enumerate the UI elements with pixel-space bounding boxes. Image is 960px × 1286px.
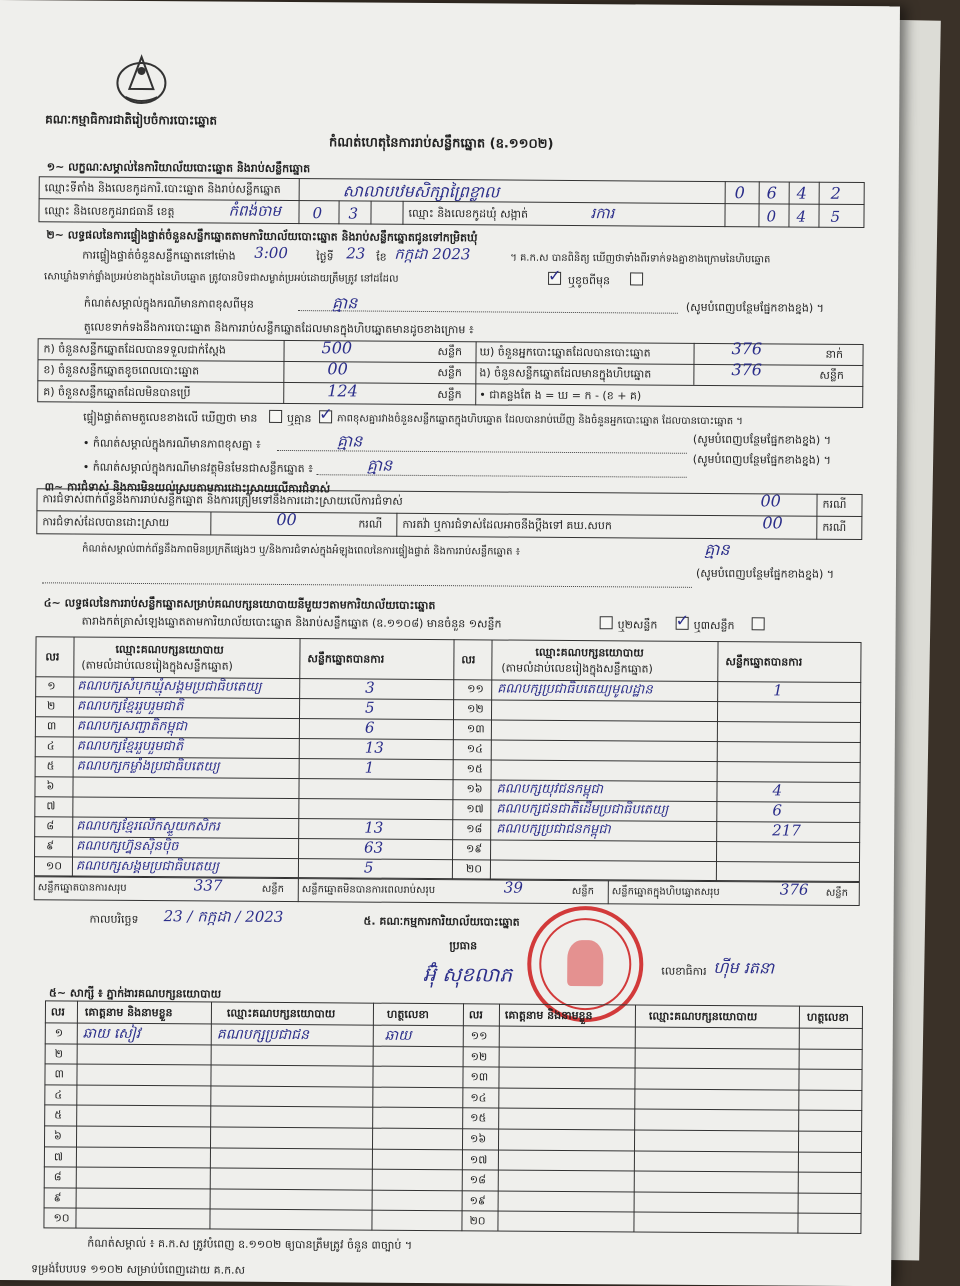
results-row-party: គណបក្សយុវជនកម្ពុជា bbox=[496, 781, 603, 798]
results-row-party: គណបក្សសំបុកឃ្មុំសង្គមប្រជាធិបតេយ្យ bbox=[77, 678, 262, 695]
results-row-votes: 6 bbox=[364, 718, 375, 737]
row-ko-label: គ) ចំនួនសន្លឹកឆ្នោតដែលមិនបានប្រើ bbox=[43, 385, 191, 400]
results-row-no: ១៩ bbox=[466, 842, 483, 856]
one-sheet-checkbox[interactable] bbox=[600, 616, 613, 629]
objections-resolved-unit: ករណី bbox=[358, 517, 383, 531]
results-col-no-right: លរ bbox=[461, 653, 476, 667]
objections-appeal-value: 00 bbox=[762, 513, 783, 533]
witness-row-signature: ឆាយ bbox=[384, 1027, 412, 1044]
difference-note-value: គ្មាន bbox=[331, 293, 358, 313]
section5-heading: ៥~ សាក្សី ៖ ភ្នាក់ងារគណបក្សនយោបាយ bbox=[49, 986, 222, 1001]
witness-row-no: ៨ bbox=[53, 1170, 62, 1184]
results-row-no: ២០ bbox=[465, 862, 483, 876]
objections-appeal: ការតវ៉ា ឬការជំទាស់ដែលអាចនឹងប្តឹងទៅ គឃ.សបក bbox=[402, 517, 612, 533]
results-row-no: ១៧ bbox=[466, 802, 484, 816]
total-invalid-label: សន្លឹកឆ្នោតមិនបានការពេលរាប់សរុប bbox=[301, 884, 436, 897]
row-ka-label: ក) ចំនួនសន្លឹកឆ្នោតដែលបានទទួលជាក់ស្តែង bbox=[43, 342, 226, 357]
witness-row-name: ឆាយ សៀវ bbox=[82, 1025, 141, 1043]
results-row-no: ១២ bbox=[467, 702, 484, 716]
commune-label: ឈ្មោះ និងលេខកូដឃុំ សង្កាត់ bbox=[408, 206, 529, 221]
verify-line1-tail: ។ គ.ក.ស បានពិនិត្យ ឃើញថាទាំងពីរទាក់ទងគ្នាខាងក្រោមនៃហិបឆ្នោត bbox=[510, 252, 771, 266]
results-row-party: គណបក្សខ្មែររួបរួមជាតិ bbox=[76, 738, 184, 755]
location-label: ឈ្មោះទីតាំង និងលេខកូដការិ.បោះឆ្នោត និងរាប់សន្លឹកឆ្នោត bbox=[44, 181, 281, 196]
results-row-no: ១០ bbox=[45, 859, 63, 873]
province-label: ឈ្មោះ និងលេខកូដរាជធានី ខេត្ត bbox=[44, 204, 175, 219]
bullet2-value: គ្មាន bbox=[366, 455, 393, 475]
objections-resolved-value: 00 bbox=[276, 509, 297, 530]
verify-month-label: ខែ bbox=[376, 250, 387, 264]
commune-code-1: 0 bbox=[766, 207, 777, 226]
secretary-label: លេខាធិការ bbox=[661, 964, 707, 978]
witness-row-no: ៤ bbox=[54, 1088, 63, 1102]
results-row-party: គណបក្សខ្មែររួបរួមជាតិ bbox=[77, 698, 184, 715]
witness-row-no: ១២ bbox=[470, 1050, 488, 1064]
section3-note-value: គ្មាន bbox=[704, 539, 730, 560]
results-row-party: គណបក្សប្រជាធិបតេយ្យមូលដ្ឋាន bbox=[497, 681, 653, 698]
results-row-no: ១៤ bbox=[466, 742, 483, 756]
row-ngo-label: ង) ចំនួនសន្លឹកឆ្នោតដែលមានក្នុងហិបឆ្នោត bbox=[479, 366, 652, 381]
total-valid-label: សន្លឹកឆ្នោតបានការសរុប bbox=[37, 882, 127, 894]
witness-col-name-right: គោត្តនាម និងនាមខ្លួន bbox=[504, 1008, 593, 1023]
row-kho-unit: នាក់ bbox=[825, 347, 844, 361]
difference-note-tail: (សូមបំពេញបន្ថែមផ្នែកខាងខ្នង) ។ bbox=[685, 300, 824, 315]
total-box-label: សន្លឹកឆ្នោតក្នុងហិបឆ្នោតសរុប bbox=[611, 886, 720, 899]
results-col-party-left: ឈ្មោះគណបក្សនយោបាយ bbox=[115, 642, 224, 657]
verify-month-year: កក្កដា 2023 bbox=[394, 244, 471, 264]
results-row-no: ១៨ bbox=[466, 822, 483, 836]
results-row-party: គណបក្សខ្មែរលើកស្ទួយកសិករ bbox=[76, 818, 220, 835]
witness-col-sig-right: ហត្ថលេខា bbox=[806, 1010, 849, 1024]
results-row-votes: 13 bbox=[364, 818, 384, 837]
witness-col-party-left: ឈ្មោះគណបក្សនយោបាយ bbox=[226, 1006, 336, 1021]
witness-table bbox=[43, 1000, 863, 1234]
results-row-party: គណបក្សហ្វ៊ុនស៊ិនប៉ិច bbox=[76, 838, 179, 855]
witness-row-no: ១៤ bbox=[470, 1091, 487, 1105]
secretary-signature: ហ៊ីម រតនា bbox=[713, 958, 775, 978]
section2-heading: ២~ លទ្ធផលនៃការផ្ទៀងផ្ទាត់ចំនួនសន្លឹកឆ្នោតតាមការិយាល័យបោះឆ្នោត និងរាប់សន្លឹកឆ្នោតជូនទៅកម្រិតឃុំ bbox=[46, 228, 478, 245]
figures-intro: តួលេខទាក់ទងនឹងការបោះឆ្នោត និងការរាប់សន្លឹកឆ្នោតដែលមានក្នុងហិបឆ្នោតមានដូចខាងក្រោម ៖ bbox=[83, 320, 474, 337]
results-row-votes: 6 bbox=[772, 801, 782, 820]
results-row-party: គណបក្សជនជាតិដើមប្រជាធិបតេយ្យ bbox=[496, 801, 669, 818]
section3-note: កំណត់សម្គាល់ពាក់ព័ន្ធនឹងភាពមិនប្រក្រតីផ្សេងៗ ឬ/និងការជំទាស់ក្នុងអំឡុងពេលនៃការផ្ទៀងផ្ទាត់ និងការរាប់សន្លឹកឆ្នោត ៖ bbox=[82, 543, 521, 558]
section4-heading: ៤~ លទ្ធផលនៃការរាប់សន្លឹកឆ្នោតសម្រាប់គណបក្សនយោបាយនីមួយៗតាមការិយាល័យបោះឆ្នោត bbox=[43, 596, 436, 613]
three-sheet-checkbox[interactable] bbox=[752, 617, 765, 630]
nec-emblem-icon bbox=[111, 49, 171, 109]
bullet2-label: • កំណត់សម្គាល់ក្នុងករណីមានវត្ថុមិនមែនជាសន្លឹកឆ្នោត ៖ bbox=[82, 460, 313, 476]
objections-row1-value: 00 bbox=[760, 491, 781, 511]
total-box-unit: សន្លឹក bbox=[825, 887, 849, 899]
results-row-party: គណបក្សប្រជាជនកម្ពុជា bbox=[496, 821, 611, 838]
total-invalid-unit: សន្លឹក bbox=[571, 886, 595, 898]
witness-row-no: ១០ bbox=[53, 1211, 70, 1225]
results-row-votes: 3 bbox=[365, 678, 375, 697]
witness-row-no: ៧ bbox=[53, 1150, 64, 1164]
row-ngo-unit: សន្លឹក bbox=[819, 368, 844, 382]
location-code-4: 2 bbox=[830, 183, 841, 203]
results-row-no: ២ bbox=[47, 699, 56, 713]
results-col-party-sub-right: (តាមលំដាប់លេខរៀងក្នុងសន្លឹកឆ្នោត) bbox=[501, 661, 653, 676]
row-ko-value: 124 bbox=[327, 381, 358, 401]
footer-line: ទម្រង់បែបបទ ១១០២ សម្រាប់បំពេញដោយ គ.ក.ស bbox=[31, 1262, 246, 1277]
seal-broken-checkbox[interactable] bbox=[630, 272, 643, 285]
witness-row-no: ២ bbox=[54, 1047, 64, 1061]
witness-row-no: ៦ bbox=[54, 1129, 62, 1143]
bullet2-tail: (សូមបំពេញបន្ថែមផ្នែកខាងខ្នង) ។ bbox=[692, 452, 831, 467]
witness-col-sig-left: ហត្ថលេខា bbox=[386, 1007, 429, 1022]
results-row-votes: 63 bbox=[364, 838, 384, 857]
witness-row-no: ១ bbox=[54, 1026, 64, 1040]
two-sheet-label: ឬ២សន្លឹក bbox=[617, 618, 658, 632]
location-code-3: 4 bbox=[796, 183, 807, 203]
results-row-party: គណបក្សកម្លាំងប្រជាធិបតេយ្យ bbox=[76, 758, 220, 775]
difference-yes-checkbox[interactable] bbox=[269, 410, 282, 423]
witness-row-party: គណបក្សប្រជាជន bbox=[216, 1026, 309, 1044]
row-kha-unit: សន្លឹក bbox=[437, 366, 462, 380]
row-kho-value: 376 bbox=[731, 339, 763, 359]
chair-signature: អ៊ុំ សុខលាភ bbox=[423, 961, 513, 987]
witness-row-no: ១១ bbox=[470, 1029, 488, 1043]
two-sheet-check-icon: ✓ bbox=[675, 610, 690, 630]
row-ka-value: 500 bbox=[321, 338, 353, 358]
witness-row-no: ១៣ bbox=[470, 1070, 489, 1084]
commune-code-2: 4 bbox=[796, 207, 807, 226]
verify-time: 3:00 bbox=[254, 243, 288, 263]
results-row-votes: 4 bbox=[772, 781, 783, 800]
section4-intro: តារាងកត់ត្រាសំឡេងឆ្នោតតាមការិយាល័យបោះឆ្នោត និងរាប់សន្លឹកឆ្នោត (ឧ.១១០៨) មានចំនួន ១សន្លឹក bbox=[81, 614, 502, 631]
witness-row-no: ១៩ bbox=[469, 1194, 486, 1208]
chair-label: ប្រធាន bbox=[449, 939, 478, 953]
results-row-votes: 1 bbox=[773, 681, 783, 700]
objections-row1: ការជំទាស់ពាក់ព័ន្ធនឹងការរាប់សន្លឹកឆ្នោត និងការត្រៀមទៅនឹងការដោះស្រាយលើការជំទាស់ bbox=[42, 492, 403, 508]
seal-intact-check-icon: ✓ bbox=[548, 265, 562, 285]
witness-row-no: ៩ bbox=[53, 1191, 62, 1205]
results-row-votes: 5 bbox=[363, 858, 374, 877]
results-row-no: ៤ bbox=[46, 739, 55, 753]
row-kha-value: 00 bbox=[327, 359, 348, 379]
witness-row-no: ៣ bbox=[54, 1067, 64, 1081]
results-row-no: ១ bbox=[47, 679, 56, 693]
difference-no-check-icon: ✓ bbox=[319, 404, 333, 424]
results-row-party: គណបក្សសង្គមប្រជាធិបតេយ្យ bbox=[75, 858, 220, 875]
commune-value: រការ bbox=[590, 204, 615, 223]
committee-label: ៥. គណៈកម្មការការិយាល័យបោះឆ្នោត bbox=[363, 914, 520, 929]
seal-broken-label: ឬខូចពីមុន bbox=[568, 273, 611, 288]
objections-resolved: ការជំទាស់ដែលបានដោះស្រាយ bbox=[42, 515, 170, 530]
footer-note: កំណត់សម្គាល់ ៖ គ.ក.ស ត្រូវបំពេញ ឧ.១១០២ ឲ្យបានត្រឹមត្រូវ ចំនួន ៣ច្បាប់ ។ bbox=[87, 1236, 413, 1252]
total-valid-unit: សន្លឹក bbox=[261, 883, 285, 896]
results-row-no: ១៥ bbox=[466, 762, 483, 776]
totals-row bbox=[34, 876, 860, 906]
row-ngo-value: 376 bbox=[731, 360, 763, 380]
formula: • ជាគន្លងតែ ង = ឃ = ក - (ខ + គ) bbox=[479, 388, 642, 403]
verify-day: 23 bbox=[346, 244, 366, 263]
witness-row-no: ៥ bbox=[54, 1108, 63, 1122]
results-row-no: ៧ bbox=[46, 799, 56, 813]
total-box-value: 376 bbox=[779, 880, 809, 899]
commune-code-3: 5 bbox=[830, 207, 841, 226]
difference-no-label: ឬគ្មាន bbox=[287, 412, 312, 426]
location-code-2: 6 bbox=[766, 183, 777, 203]
province-code-1: 0 bbox=[312, 204, 323, 223]
results-row-votes: 1 bbox=[364, 758, 375, 777]
verify-day-label: ថ្ងៃទី bbox=[316, 250, 334, 264]
witness-row-no: ១៥ bbox=[470, 1111, 487, 1125]
results-row-party: គណបក្សសញ្ជាតិកម្ពុជា bbox=[76, 718, 188, 735]
results-row-votes: 5 bbox=[365, 698, 375, 717]
location-value: សាលាបឋមសិក្សាព្រៃខ្លាល bbox=[342, 181, 500, 202]
row-kho-label: ឃ) ចំនួនអ្នកបោះឆ្នោតដែលបានបោះឆ្នោត bbox=[479, 345, 651, 360]
section1-heading: ១~ លក្ខណៈសម្គាល់នៃការិយាល័យបោះឆ្នោត និងរាប់សន្លឹកឆ្នោត bbox=[46, 160, 311, 176]
bullet1-value: គ្មាន bbox=[336, 431, 363, 451]
witness-col-party-right: ឈ្មោះគណបក្សនយោបាយ bbox=[648, 1009, 758, 1024]
results-row-no: ១៣ bbox=[466, 722, 485, 736]
results-col-votes-left: សន្លឹកឆ្នោតបានការ bbox=[307, 652, 385, 666]
witness-col-no-left: លរ bbox=[50, 1005, 65, 1019]
witness-row-no: ១៦ bbox=[470, 1132, 487, 1146]
witness-col-name-left: គោត្តនាម និងនាមខ្លួន bbox=[84, 1005, 173, 1020]
total-valid-value: 337 bbox=[193, 876, 223, 895]
commission-name: គណៈកម្មាធិការជាតិរៀបចំការបោះឆ្នោត bbox=[45, 112, 218, 128]
date-value: 23 / កក្កដា / 2023 bbox=[163, 907, 284, 927]
results-row-no: ៦ bbox=[46, 779, 55, 793]
results-col-no-left: លរ bbox=[45, 650, 60, 664]
row-ko-unit: សន្លឹក bbox=[437, 388, 462, 402]
compare-tail: ភាពខុសគ្នារវាងចំនួនសន្លឹកឆ្នោតក្នុងហិបឆ្នោត ដែលបានរាប់ឃើញ និងចំនួនអ្នកបោះឆ្នោត ដែលបានបោះឆ្នោត ។ bbox=[337, 413, 743, 428]
difference-note-label: កំណត់សម្គាល់ក្នុងករណីមានភាពខុសពីមុន bbox=[83, 296, 254, 311]
section3-note-tail: (សូមបំពេញបន្ថែមផ្នែកខាងខ្នង) ។ bbox=[695, 566, 835, 581]
verify-line2: សោឃ្លាំងទាក់ផ្ទាំងប្រអប់ខាងក្នុងនៃហិបឆ្នោត ត្រូវបានបិទជាសម្ងាត់ប្រអប់ដោយត្រឹមត្រូវ នៅដដែល bbox=[44, 271, 399, 285]
witness-row-no: ១៨ bbox=[469, 1173, 486, 1187]
results-row-no: ១១ bbox=[467, 682, 484, 696]
results-col-votes-right: សន្លឹកឆ្នោតបានការ bbox=[725, 655, 803, 669]
results-row-votes: 13 bbox=[364, 738, 384, 757]
compare-label: ផ្ទៀងផ្ទាត់តាមតួលេខខាងលើ ឃើញថា មាន bbox=[83, 410, 258, 425]
results-row-votes: 217 bbox=[772, 821, 801, 840]
row-ka-unit: សន្លឹក bbox=[437, 345, 463, 359]
results-row-no: ៩ bbox=[46, 839, 54, 853]
total-invalid-value: 39 bbox=[503, 878, 523, 897]
objections-row1-unit: ករណី bbox=[822, 497, 847, 511]
results-row-no: ៥ bbox=[46, 759, 55, 773]
bullet1-label: • កំណត់សម្គាល់ក្នុងករណីមានភាពខុសគ្នា ៖ bbox=[82, 436, 261, 451]
section3-heading: ៣~ ការជំទាស់ និងការមិនយល់ស្របតាមការដោះស្រាយលើការជំទាស់ bbox=[44, 480, 331, 496]
witness-col-no-right: លរ bbox=[468, 1008, 483, 1022]
location-code-1: 0 bbox=[734, 183, 745, 203]
date-label: កាលបរិច្ឆេទ bbox=[89, 912, 139, 926]
results-row-no: ១៦ bbox=[466, 782, 483, 796]
witness-row-no: ២០ bbox=[469, 1214, 486, 1228]
results-row-no: ៣ bbox=[46, 719, 57, 733]
form-title: កំណត់ហេតុនៃការរាប់សន្លឹកឆ្នោត (ឧ.១១០២) bbox=[328, 135, 554, 152]
results-col-party-right: ឈ្មោះគណបក្សនយោបាយ bbox=[535, 645, 644, 660]
objections-appeal-unit: ករណី bbox=[822, 520, 847, 534]
province-code-2: 3 bbox=[348, 204, 359, 223]
bullet1-tail: (សូមបំពេញបន្ថែមផ្នែកខាងខ្នង) ។ bbox=[692, 432, 832, 447]
province-value: កំពង់ចាម bbox=[228, 201, 281, 220]
verify-time-label: ការផ្ទៀងផ្ទាត់ចំនួនសន្លឹកឆ្នោតនៅម៉ោង bbox=[82, 248, 236, 263]
row-kha-label: ខ) ចំនួនសន្លឹកឆ្នោតខូចពេលបោះឆ្នោត bbox=[43, 363, 200, 378]
results-row-no: ៨ bbox=[46, 819, 55, 833]
three-sheet-label: ឬ៣សន្លឹក bbox=[693, 618, 735, 633]
witness-row-no: ១៧ bbox=[469, 1153, 488, 1167]
results-col-party-sub-left: (តាមលំដាប់លេខរៀងក្នុងសន្លឹកឆ្នោត) bbox=[81, 658, 233, 673]
